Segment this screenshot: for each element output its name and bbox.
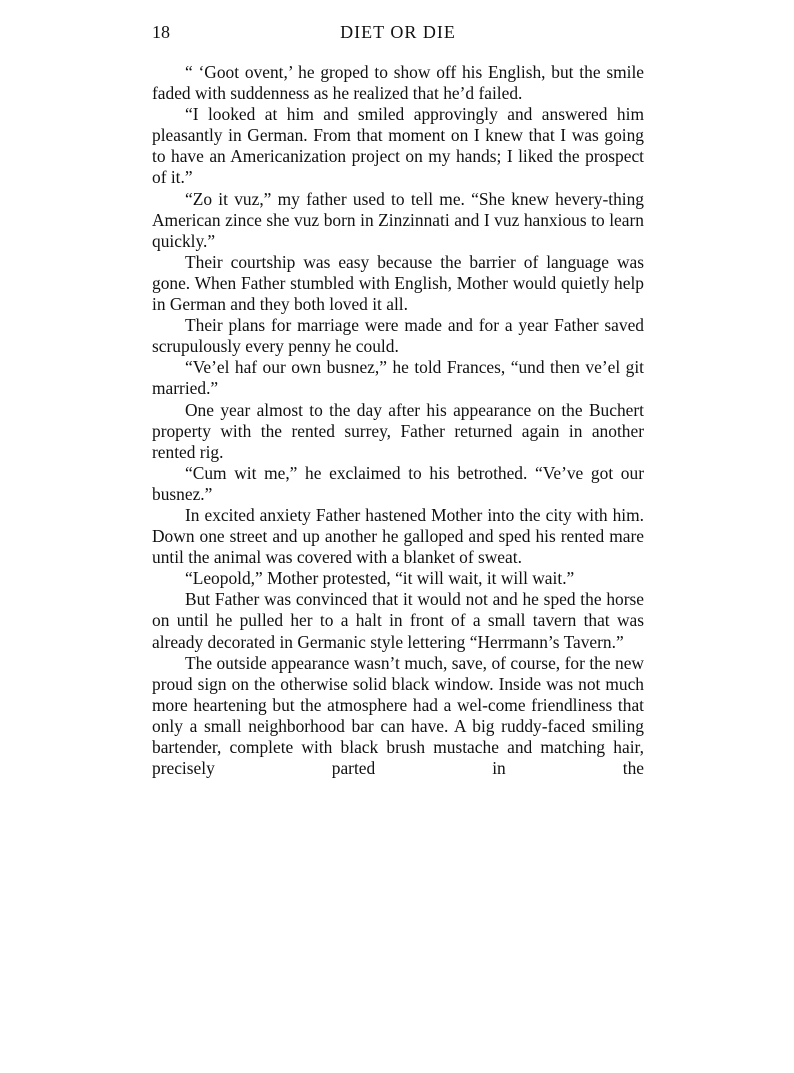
paragraph: But Father was convinced that it would not and he sped the horse on until he pulled her to a halt in front of a small tavern that was already decorated in Germanic style lettering “Herrmann’s Tavern.”: [152, 589, 644, 652]
paragraph: The outside appearance wasn’t much, save, of course, for the new proud sign on the otherwise solid black window. Inside was not much more heartening but the atmosphere had a wel-come friendliness that only a small neighborhood bar can have. A big ruddy-faced smiling bartender, complete with black brush mustache and matching hair, precisely parted in the: [152, 652, 644, 779]
paragraph: Their plans for marriage were made and for a year Father saved scrupulously every penny he could.: [152, 315, 644, 357]
page-header: [152, 20, 644, 46]
paragraph: One year almost to the day after his appearance on the Buchert property with the rented surrey, Father returned again in another rented rig.: [152, 399, 644, 462]
paragraph: “Ve’el haf our own busnez,” he told Frances, “und then ve’el git married.”: [152, 357, 644, 399]
paragraph: “Cum wit me,” he exclaimed to his betrothed. “Ve’ve got our busnez.”: [152, 462, 644, 504]
paragraph: “ ‘Goot ovent,’ he groped to show off his English, but the smile faded with suddenness as he realized that he’d failed.: [152, 62, 644, 104]
body-text: [152, 62, 644, 779]
paragraph: Their courtship was easy because the barrier of language was gone. When Father stumbled with English, Mother would quietly help in German and they both loved it all.: [152, 251, 644, 315]
paragraph: “I looked at him and smiled approvingly and answered him pleasantly in German. From that moment on I knew that I was going to have an Americanization project on my hands; I liked the prospect of it.”: [152, 104, 644, 188]
running-title: DIET OR DIE: [340, 22, 456, 42]
paragraph: In excited anxiety Father hastened Mother into the city with him. Down one street and up another he galloped and sped his rented mare until the animal was covered with a blanket of sweat.: [152, 504, 644, 568]
paragraph: “Leopold,” Mother protested, “it will wait, it will wait.”: [185, 568, 575, 589]
page-number: 18: [152, 22, 170, 42]
paragraph: “Zo it vuz,” my father used to tell me. “She knew hevery-thing American zince she vuz born in Zinzinnati and I vuz hanxious to learn quickly.”: [152, 188, 644, 251]
